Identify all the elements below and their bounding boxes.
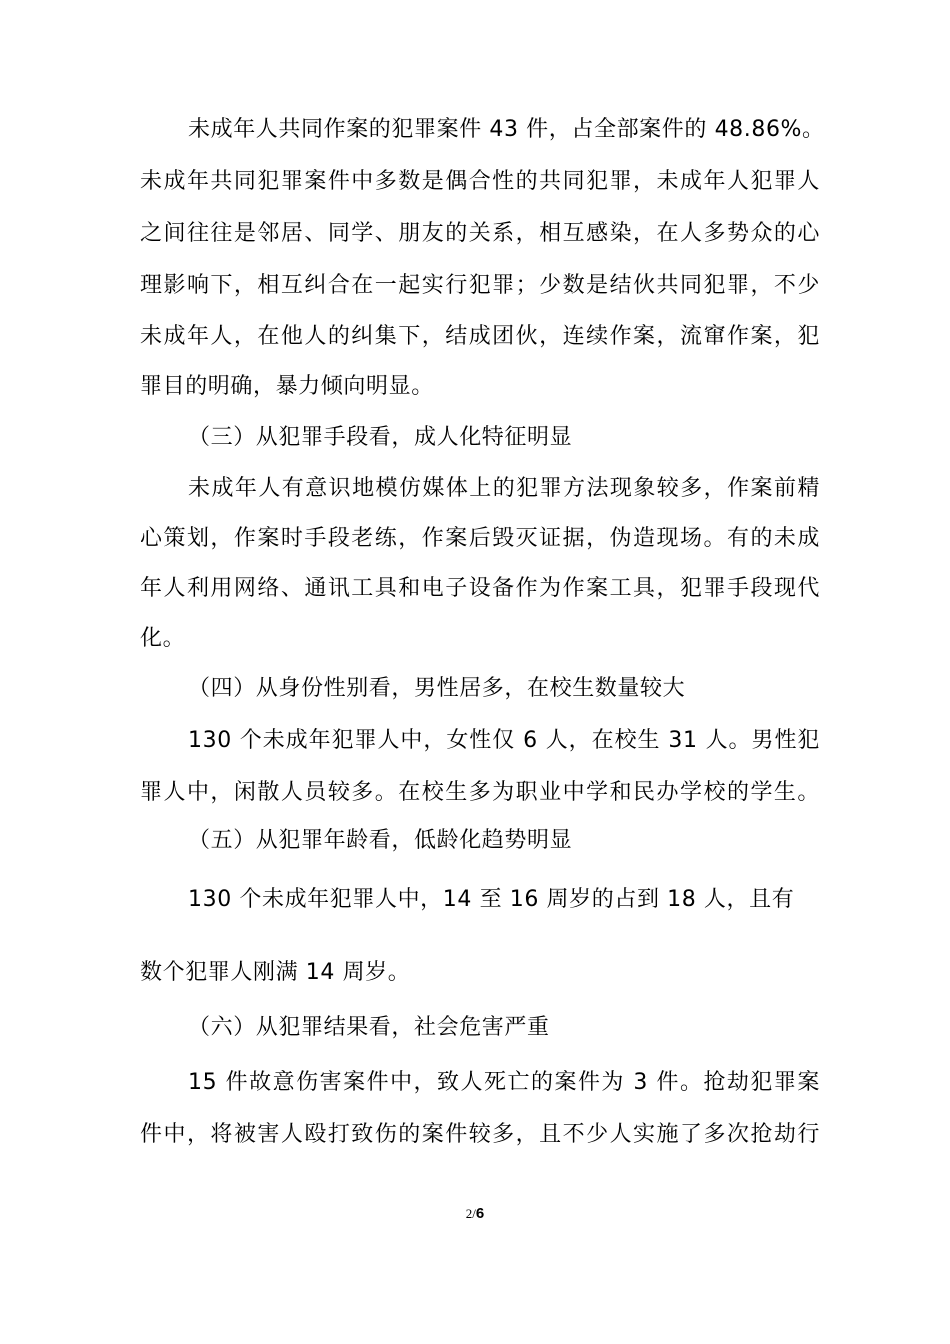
paragraph-line: 罪人中，闲散人员较多。在校生多为职业中学和民办学校的学生。 — [140, 780, 820, 805]
paragraph-line: 未成年人，在他人的纠集下，结成团伙，连续作案，流窜作案，犯 — [140, 324, 820, 349]
paragraph-line: 数个犯罪人刚满 14 周岁。 — [140, 960, 411, 985]
paragraph-line: 心策划，作案时手段老练，作案后毁灭证据，伪造现场。有的未成 — [140, 526, 820, 551]
section-heading: （六）从犯罪结果看，社会危害严重 — [188, 1015, 550, 1040]
paragraph-line: 未成年人有意识地模仿媒体上的犯罪方法现象较多，作案前精 — [188, 476, 820, 501]
paragraph-line: 罪目的明确，暴力倾向明显。 — [140, 374, 434, 399]
paragraph-line: 年人利用网络、通讯工具和电子设备作为作案工具，犯罪手段现代 — [140, 576, 820, 601]
paragraph-line: 130 个未成年犯罪人中，14 至 16 周岁的占到 18 人，且有 — [188, 887, 795, 912]
paragraph-line: 件中，将被害人殴打致伤的案件较多，且不少人实施了多次抢劫行 — [140, 1122, 820, 1147]
paragraph-line: 未成年人共同作案的犯罪案件 43 件，占全部案件的 48.86%。 — [188, 117, 825, 142]
paragraph-line: 130 个未成年犯罪人中，女性仅 6 人，在校生 31 人。男性犯 — [188, 728, 820, 753]
paragraph-line: 之间往往是邻居、同学、朋友的关系，相互感染，在人多势众的心 — [140, 221, 820, 246]
paragraph-line: 化。 — [140, 626, 186, 651]
section-heading: （五）从犯罪年龄看，低龄化趋势明显 — [188, 828, 573, 853]
page-number-total: 6 — [475, 1205, 485, 1222]
page-number-current: 2/ — [465, 1206, 476, 1221]
paragraph-line: 15 件故意伤害案件中，致人死亡的案件为 3 件。抢劫犯罪案 — [188, 1070, 820, 1095]
paragraph-line: 未成年共同犯罪案件中多数是偶合性的共同犯罪，未成年人犯罪人 — [140, 169, 820, 194]
paragraph-line: 理影响下，相互纠合在一起实行犯罪；少数是结伙共同犯罪，不少 — [140, 273, 820, 298]
section-heading: （三）从犯罪手段看，成人化特征明显 — [188, 425, 573, 450]
page-number — [0, 1206, 950, 1222]
section-heading: （四）从身份性别看，男性居多，在校生数量较大 — [188, 676, 686, 701]
